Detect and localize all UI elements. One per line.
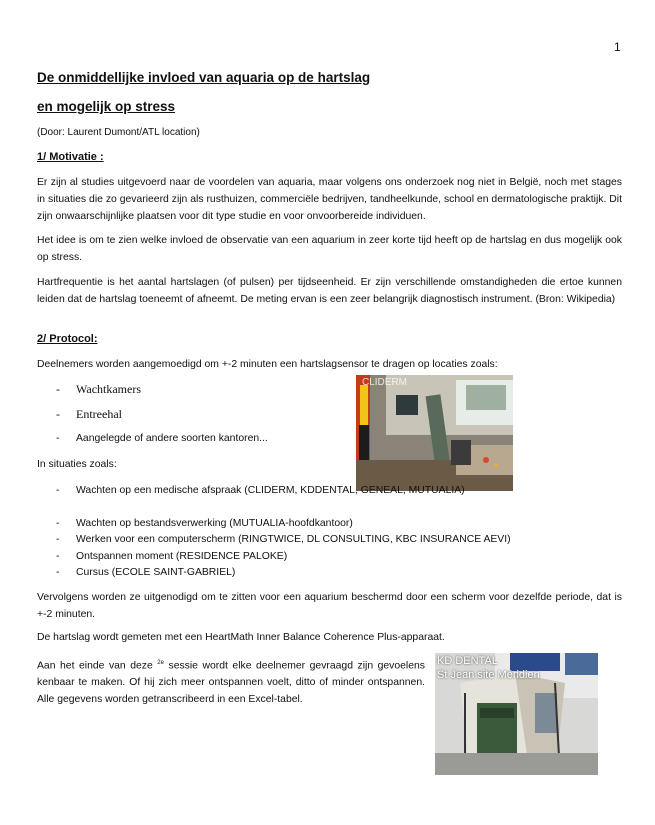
situations-list: [56, 483, 622, 582]
photo-caption-line-1: KD DENTAL: [437, 655, 498, 667]
kd-dental-photo: [435, 653, 598, 775]
paragraph-aquarium-session: Vervolgens worden ze uitgenodigd om te zitten voor een aquarium beschermd door een scherm voor dezelfde periode, dat is +-2 minuten.: [37, 592, 622, 620]
photo-caption-line-2: St Jean site Méridien: [437, 669, 540, 681]
text-fragment: sessie wordt elke deelnemer gevraagd zijn gevoelens kenbaar te maken. Of hij zich meer ontspannen voelt, ditto of minder ontspannen. Alle gegevens worden getranscribeerd in een Excel-tabel.: [37, 660, 425, 706]
list-item: - Wachten op bestandsverwerking (MUTUALIA-hoofdkantoor): [56, 516, 622, 533]
list-item: - Werken voor een computerscherm (RINGTWICE, DL CONSULTING, KBC INSURANCE AEVI): [56, 532, 622, 549]
paragraph-heartmath: De hartslag wordt gemeten met een HeartMath Inner Balance Coherence Plus-apparaat.: [37, 632, 445, 643]
situations-label: In situaties zoals:: [37, 459, 117, 470]
situation-text: Wachten op een medische afspraak (CLIDERM, KDDENTAL, GENEAL, MUTUALIA): [76, 485, 465, 496]
list-item: - Ontspannen moment (RESIDENCE PALOKE): [56, 549, 622, 566]
section-heading-protocol: 2/ Protocol:: [37, 333, 98, 345]
paragraph-protocol-intro: Deelnemers worden aangemoedigd om +-2 minuten een hartslagsensor te dragen op locaties zoals:: [37, 359, 498, 370]
list-item: - Cursus (ECOLE SAINT-GABRIEL): [56, 565, 622, 582]
paragraph-feelings: [37, 655, 425, 708]
page-number: 1: [614, 40, 621, 54]
superscript: 2e: [157, 660, 164, 666]
author-line: (Door: Laurent Dumont/ATL location): [37, 127, 200, 138]
document-title-line-1: De onmiddellijke invloed van aquaria op de hartslag: [37, 70, 371, 85]
locations-list: [56, 379, 336, 454]
paragraph-studies: Er zijn al studies uitgevoerd naar de voordelen van aquaria, maar volgens ons onderzoek nog niet in België, noch met stages in situaties die zo gevarieerd zijn als rusthuizen, commerciële bedrijven, tandheelkunde, school en dermatologische praktijk. Dit zijn onwaarschijnlijke plaatsen voor dit type studie en voor onvoorbereide individuen.: [37, 177, 622, 222]
document-title-line-2: en mogelijk op stress: [37, 99, 176, 114]
photo-caption-cliderm: CLIDERM: [362, 377, 408, 388]
list-item: [56, 483, 622, 500]
list-item: - Wachtkamers: [56, 379, 336, 404]
paragraph-heart-rate: Hartfrequentie is het aantal hartslagen (of pulsen) per tijdseenheid. Er zijn verschillende omstandigheden die ertoe kunnen leiden dat de hartslag toeneemt of afneemt. De meting ervan is een zeer belangrijk diagnostisch instrument. (Bron: Wikipedia): [37, 277, 622, 305]
list-item: - Entreehal: [56, 404, 336, 429]
text-fragment: Aan het einde van deze: [37, 660, 158, 672]
section-heading-motivatie: 1/ Motivatie :: [37, 151, 104, 163]
paragraph-idea: Het idee is om te zien welke invloed de observatie van een aquarium in zeer korte tijd heeft op de hartslag en dus mogelijk ook op stress.: [37, 235, 622, 263]
waiting-room-photo: [356, 375, 513, 491]
list-item: - Aangelegde of andere soorten kantoren...: [56, 429, 336, 454]
